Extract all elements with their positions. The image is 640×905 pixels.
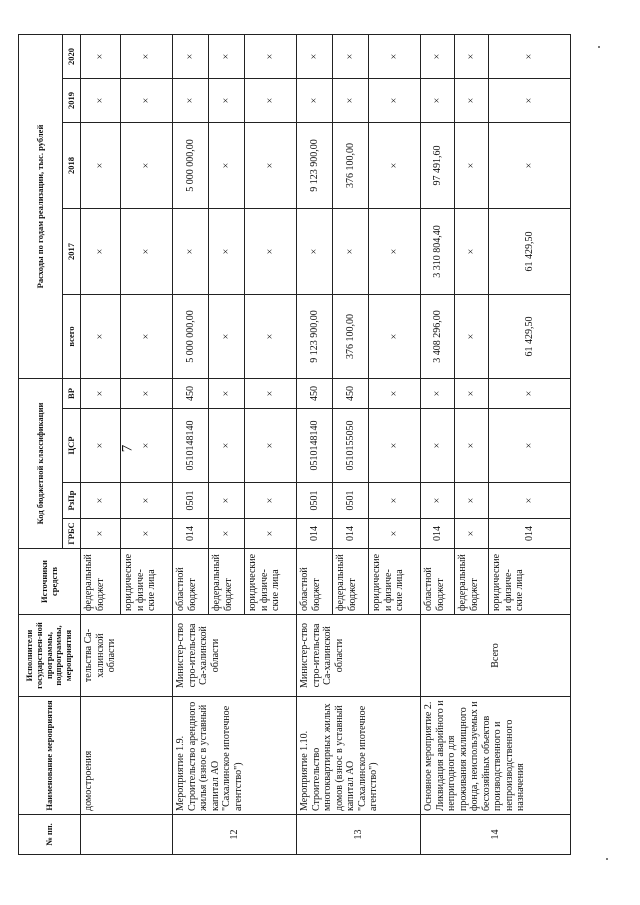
cell-2019: × [121,79,173,123]
cell-total: 61 429,50 [489,295,571,379]
cell-2018: × [81,123,121,209]
cell-vr: 450 [333,379,369,409]
cell-rzpr: × [369,483,421,519]
cell-2017: 61 429,50 [489,209,571,295]
cell-2018: × [489,123,571,209]
cell-2019: × [173,79,209,123]
cell-2017: × [173,209,209,295]
cell-rzpr: × [421,483,455,519]
cell-2018: × [209,123,245,209]
cell-2019: × [245,79,297,123]
cell-csr: × [421,409,455,483]
cell-total: × [245,295,297,379]
row-executor: Министер-ство стро-ительства Са-халинской области [173,615,297,697]
cell-2020: × [297,34,333,78]
cell-2018: × [121,123,173,209]
cell-2020: × [81,34,121,78]
cell-2019: × [455,79,489,123]
cell-vr: × [209,379,245,409]
cell-grbs: 014 [333,519,369,549]
row-executor: тельства Са-халинской области [81,615,173,697]
cell-2018: × [455,123,489,209]
row-name: домостроения [81,697,173,815]
cell-csr: × [489,409,571,483]
cell-rzpr: × [81,483,121,519]
cell-2020: × [173,34,209,78]
row-source: юридические и физиче-ские лица [245,549,297,615]
header-total: всего [63,295,81,379]
header-csr: ЦСР [63,409,81,483]
row-source: областной бюджет [297,549,333,615]
header-rzpr: РзПр [63,483,81,519]
cell-vr: × [489,379,571,409]
cell-total: × [121,295,173,379]
row-source: областной бюджет [421,549,455,615]
cell-total: × [209,295,245,379]
header-2020: 2020 [63,34,81,78]
cell-total: 5 000 000,00 [173,295,209,379]
cell-grbs: × [81,519,121,549]
cell-csr: 0510155050 [333,409,369,483]
cell-rzpr: × [209,483,245,519]
header-grbs: ГРБС [63,519,81,549]
row-name: Основное мероприятие 2. Ликвидация аварийного и непригодного для проживания жилищного фонда, неиспользуемых и бесхозяйных объектов производственного и непроизводственного назначения [421,697,571,815]
scan-speck [606,858,608,860]
cell-grbs: × [369,519,421,549]
cell-2019: × [489,79,571,123]
header-budget-code: Код бюджетной классификации [19,379,63,549]
row-source: юридические и физиче-ские лица [489,549,571,615]
cell-total: 9 123 900,00 [297,295,333,379]
cell-grbs: × [455,519,489,549]
cell-2017: × [369,209,421,295]
table-row [297,34,333,854]
cell-total: 3 408 296,00 [421,295,455,379]
rotated-table-wrapper [18,35,638,855]
cell-total: × [81,295,121,379]
row-name: Мероприятие 1.10. Строительство многоквартирных жилых домов (взнос в уставный капитал АО "Сахалинское ипотечное агентство") [297,697,421,815]
cell-grbs: 014 [173,519,209,549]
header-num: № пп. [19,815,81,855]
cell-vr: × [81,379,121,409]
cell-2018: 9 123 900,00 [297,123,333,209]
header-2017: 2017 [63,209,81,295]
cell-total: × [369,295,421,379]
cell-vr: 450 [173,379,209,409]
cell-2019: × [297,79,333,123]
header-name: Наименование мероприятия [19,697,81,815]
row-source: юридические и физиче-ские лица [369,549,421,615]
row-source: областной бюджет [173,549,209,615]
page-number: 7 [119,444,136,453]
budget-table [18,34,571,855]
row-name: Мероприятие 1.9. Строительство арендного жилья (взнос в уставный капитал АО "Сахалинское ипотечное агентство") [173,697,297,815]
row-source: федеральный бюджет [209,549,245,615]
row-num: 13 [297,815,421,855]
cell-csr: × [455,409,489,483]
cell-2020: × [421,34,455,78]
cell-2020: × [489,34,571,78]
cell-2018: 97 491,60 [421,123,455,209]
table-row [173,34,209,854]
cell-2018: 5 000 000,00 [173,123,209,209]
cell-vr: 450 [297,379,333,409]
cell-2020: × [209,34,245,78]
header-2019: 2019 [63,79,81,123]
cell-csr: × [121,409,173,483]
cell-vr: × [455,379,489,409]
cell-csr: 0510148140 [173,409,209,483]
cell-2019: × [209,79,245,123]
cell-2019: × [333,79,369,123]
cell-vr: × [245,379,297,409]
cell-grbs: × [245,519,297,549]
cell-grbs: 014 [421,519,455,549]
cell-2017: × [209,209,245,295]
header-2018: 2018 [63,123,81,209]
cell-grbs: 014 [489,519,571,549]
cell-total: × [455,295,489,379]
cell-2020: × [121,34,173,78]
cell-2020: × [455,34,489,78]
header-vr: ВР [63,379,81,409]
row-source: федеральный бюджет [455,549,489,615]
cell-2017: × [455,209,489,295]
cell-csr: × [369,409,421,483]
cell-2020: × [333,34,369,78]
cell-rzpr: 0501 [333,483,369,519]
cell-rzpr: × [455,483,489,519]
cell-grbs: 014 [297,519,333,549]
row-num: 12 [173,815,297,855]
cell-vr: × [121,379,173,409]
cell-2017: × [121,209,173,295]
cell-csr: × [209,409,245,483]
row-num: 14 [421,815,571,855]
row-executor: Всего [421,615,571,697]
cell-2017: × [333,209,369,295]
header-source: Источники средств [19,549,81,615]
table-row [421,34,455,854]
scan-speck [598,46,600,48]
cell-2018: × [245,123,297,209]
table-row [81,34,121,854]
header-expenses: Расходы по годам реализации, тыс. рублей [19,34,63,378]
cell-2017: 3 310 804,40 [421,209,455,295]
cell-csr: × [81,409,121,483]
cell-2017: × [297,209,333,295]
cell-csr: 0510148140 [297,409,333,483]
row-executor: Министер-ство стро-ительства Са-халинской области [297,615,421,697]
cell-rzpr: 0501 [173,483,209,519]
cell-rzpr: × [489,483,571,519]
cell-vr: × [421,379,455,409]
cell-2017: × [245,209,297,295]
cell-csr: × [245,409,297,483]
row-source: федеральный бюджет [333,549,369,615]
cell-2018: 376 100,00 [333,123,369,209]
cell-grbs: × [121,519,173,549]
cell-2018: × [369,123,421,209]
cell-rzpr: 0501 [297,483,333,519]
row-source: юридические и физиче-ские лица [121,549,173,615]
cell-2019: × [421,79,455,123]
cell-2017: × [81,209,121,295]
cell-grbs: × [209,519,245,549]
cell-total: 376 100,00 [333,295,369,379]
header-executor: Исполнители государствен-ной программы, подпрограммы, мероприятия [19,615,81,697]
cell-2020: × [369,34,421,78]
cell-vr: × [369,379,421,409]
cell-rzpr: × [245,483,297,519]
row-source: федеральный бюджет [81,549,121,615]
cell-2019: × [81,79,121,123]
row-num [81,815,173,855]
cell-2020: × [245,34,297,78]
cell-rzpr: × [121,483,173,519]
cell-2019: × [369,79,421,123]
